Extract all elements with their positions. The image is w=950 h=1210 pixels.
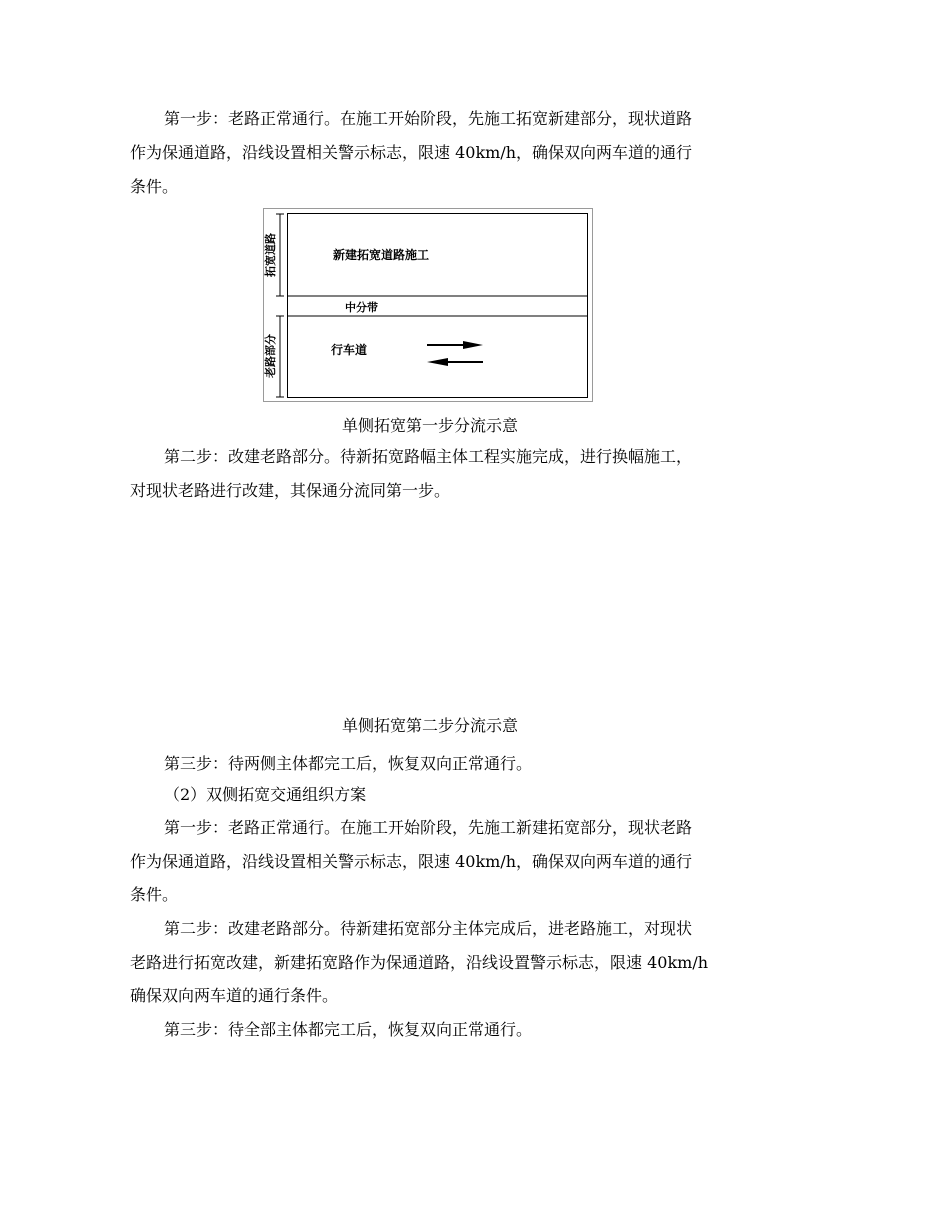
paragraph-step1-line: 作为保通道路，沿线设置相关警示标志，限速 40km/h，确保双向两车道的通行 — [130, 143, 693, 162]
left-label-old-road: 老路部分 — [264, 334, 277, 378]
paragraph-step2-line: 老路进行拓宽改建，新建拓宽路作为保通道路，沿线设置警示标志，限速 40km/h — [130, 953, 709, 972]
paragraph-step3-line: 第三步：待两侧主体都完工后，恢复双向正常通行。 — [164, 754, 533, 773]
zone-bottom-label: 行车道 — [331, 343, 368, 357]
left-label-widened-road: 拓宽道路 — [264, 233, 277, 277]
paragraph-step2-line: 第二步：改建老路部分。待新建拓宽部分主体完成后，进老路施工，对现状 — [164, 919, 693, 938]
single-side-widening-step1-diagram — [263, 208, 593, 402]
zone-top-label: 新建拓宽道路施工 — [333, 248, 430, 262]
paragraph-step1-line: 作为保通道路，沿线设置相关警示标志，限速 40km/h，确保双向两车道的通行 — [130, 852, 693, 871]
section-heading: （2）双侧拓宽交通组织方案 — [164, 785, 367, 804]
paragraph-step3-line: 第三步：待全部主体都完工后，恢复双向正常通行。 — [164, 1020, 533, 1039]
figure-caption: 单侧拓宽第一步分流示意 — [341, 416, 518, 435]
paragraph-step1-line: 条件。 — [130, 885, 179, 904]
figure-caption: 单侧拓宽第二步分流示意 — [341, 716, 518, 735]
paragraph-step1-line: 条件。 — [130, 177, 179, 196]
paragraph-step1-line: 第一步：老路正常通行。在施工开始阶段，先施工拓宽新建部分，现状道路 — [164, 109, 693, 128]
paragraph-step1-line: 第一步：老路正常通行。在施工开始阶段，先施工新建拓宽部分，现状老路 — [164, 818, 693, 837]
figure-outer-frame — [264, 209, 593, 402]
paragraph-step2-line: 第二步：改建老路部分。待新拓宽路幅主体工程实施完成，进行换幅施工， — [164, 447, 693, 466]
paragraph-step2-line: 确保双向两车道的通行条件。 — [130, 986, 339, 1005]
median-label: 中分带 — [345, 301, 378, 314]
paragraph-step2-line: 对现状老路进行改建，其保通分流同第一步。 — [130, 481, 451, 500]
